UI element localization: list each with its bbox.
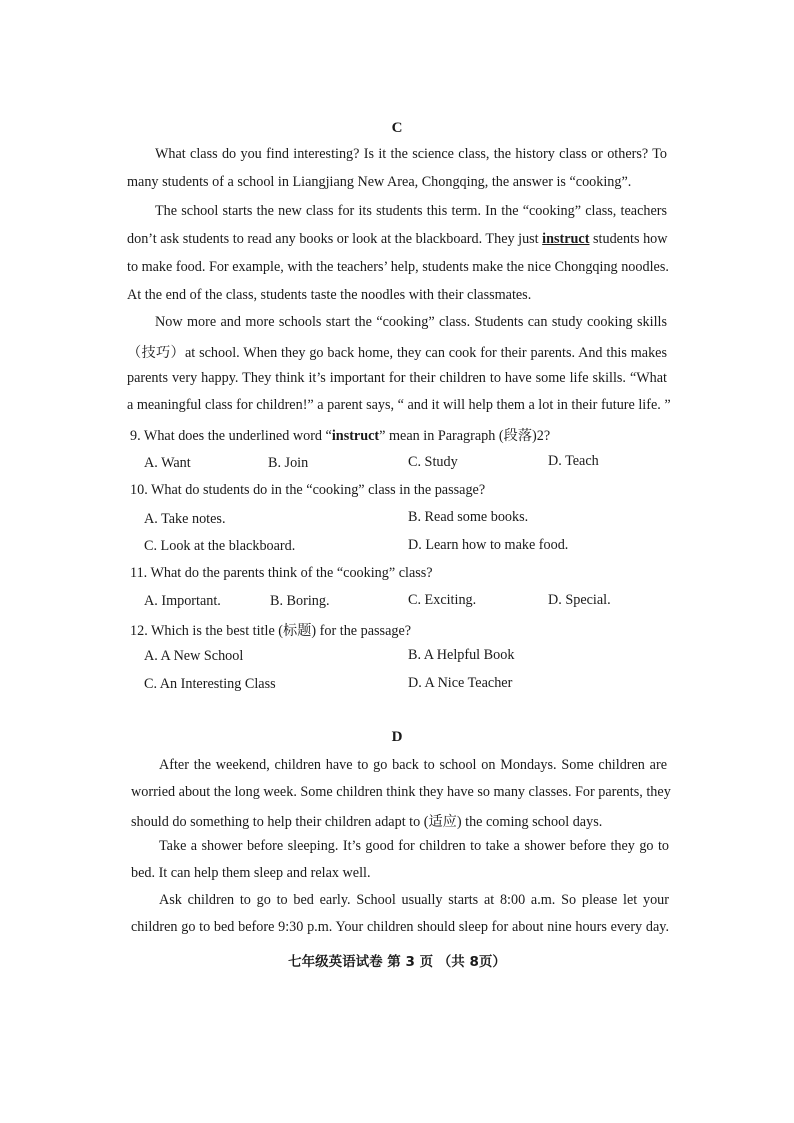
q12-option-a: A. A New School (144, 648, 244, 664)
q10-option-b: B. Read some books. (408, 509, 529, 525)
c-p3-line3: parents very happy. They think it’s important for their children to have some life skills. “What (127, 370, 667, 386)
c-p3-line1: Now more and more schools start the “cooking” class. Students can study cooking skills (155, 314, 667, 330)
q11-option-a: A. Important. (144, 593, 221, 609)
question-12-stem: 12. Which is the best title (标题) for the passage? (130, 623, 412, 639)
question-9-stem (130, 425, 550, 445)
q9-option-c: C. Study (408, 454, 458, 470)
question-10-stem: 10. What do students do in the “cooking” class in the passage? (130, 482, 486, 498)
c-p3-line2: （技巧）at school. When they go back home, they can cook for their parents. And this makes (127, 345, 667, 361)
c-p1-line2: many students of a school in Liangjiang New Area, Chongqing, the answer is “cooking”. (127, 174, 632, 190)
q11-option-d: D. Special. (548, 592, 611, 608)
c-p2-line1: The school starts the new class for its students this term. In the “cooking” class, teachers (155, 203, 667, 219)
question-11-stem: 11. What do the parents think of the “cooking” class? (130, 565, 433, 581)
d-p3-line1: Ask children to go to bed early. School usually starts at 8:00 a.m. So please let your (159, 892, 669, 908)
section-d-heading: D (391, 729, 403, 745)
q9-stem-before: 9. What does the underlined word “ (130, 428, 332, 444)
q12-option-b: B. A Helpful Book (408, 647, 515, 663)
q11-option-c: C. Exciting. (408, 592, 477, 608)
c-p2-line2-before: don’t ask students to read any books or look at the blackboard. They just (127, 231, 539, 247)
q9-option-a: A. Want (144, 455, 191, 471)
q9-option-b: B. Join (268, 455, 309, 471)
d-p3-line2: children go to bed before 9:30 p.m. Your children should sleep for about nine hours every day. (131, 919, 669, 935)
c-p2-line2-after: students how (593, 231, 668, 247)
q11-option-b: B. Boring. (270, 593, 330, 609)
q12-option-c: C. An Interesting Class (144, 676, 276, 692)
d-p2-line2: bed. It can help them sleep and relax well. (131, 865, 371, 881)
q12-option-d: D. A Nice Teacher (408, 675, 513, 691)
q9-option-d: D. Teach (548, 453, 599, 469)
d-p1-line3: should do something to help their children adapt to (适应) the coming school days. (131, 814, 603, 830)
underlined-word-instruct: instruct (542, 231, 590, 247)
c-p3-line4: a meaningful class for children!” a parent says, “ and it will help them a lot in their future life. ” (127, 397, 671, 413)
d-p1-line2: worried about the long week. Some children think they have so many classes. For parents, they (131, 784, 671, 800)
q9-stem-word: instruct (331, 428, 380, 444)
q10-option-d: D. Learn how to make food. (408, 537, 569, 553)
c-p2-line2 (127, 231, 667, 248)
c-p2-line4: At the end of the class, students taste the noodles with their classmates. (127, 287, 532, 303)
d-p1-line1: After the weekend, children have to go back to school on Mondays. Some children are (159, 757, 667, 773)
c-p2-line3: to make food. For example, with the teachers’ help, students make the nice Chongqing noodles. (127, 259, 669, 275)
q10-option-a: A. Take notes. (144, 511, 226, 527)
q9-stem-after: ” mean in Paragraph (段落)2? (379, 428, 551, 444)
c-p1-line1: What class do you find interesting? Is it the science class, the history class or others? To (155, 146, 667, 162)
page-footer: 七年级英语试卷 第 3 页 （共 8页） (288, 954, 506, 970)
q10-option-c: C. Look at the blackboard. (144, 538, 296, 554)
d-p2-line1: Take a shower before sleeping. It’s good for children to take a shower before they go to (159, 838, 669, 854)
section-c-heading: C (391, 120, 403, 136)
